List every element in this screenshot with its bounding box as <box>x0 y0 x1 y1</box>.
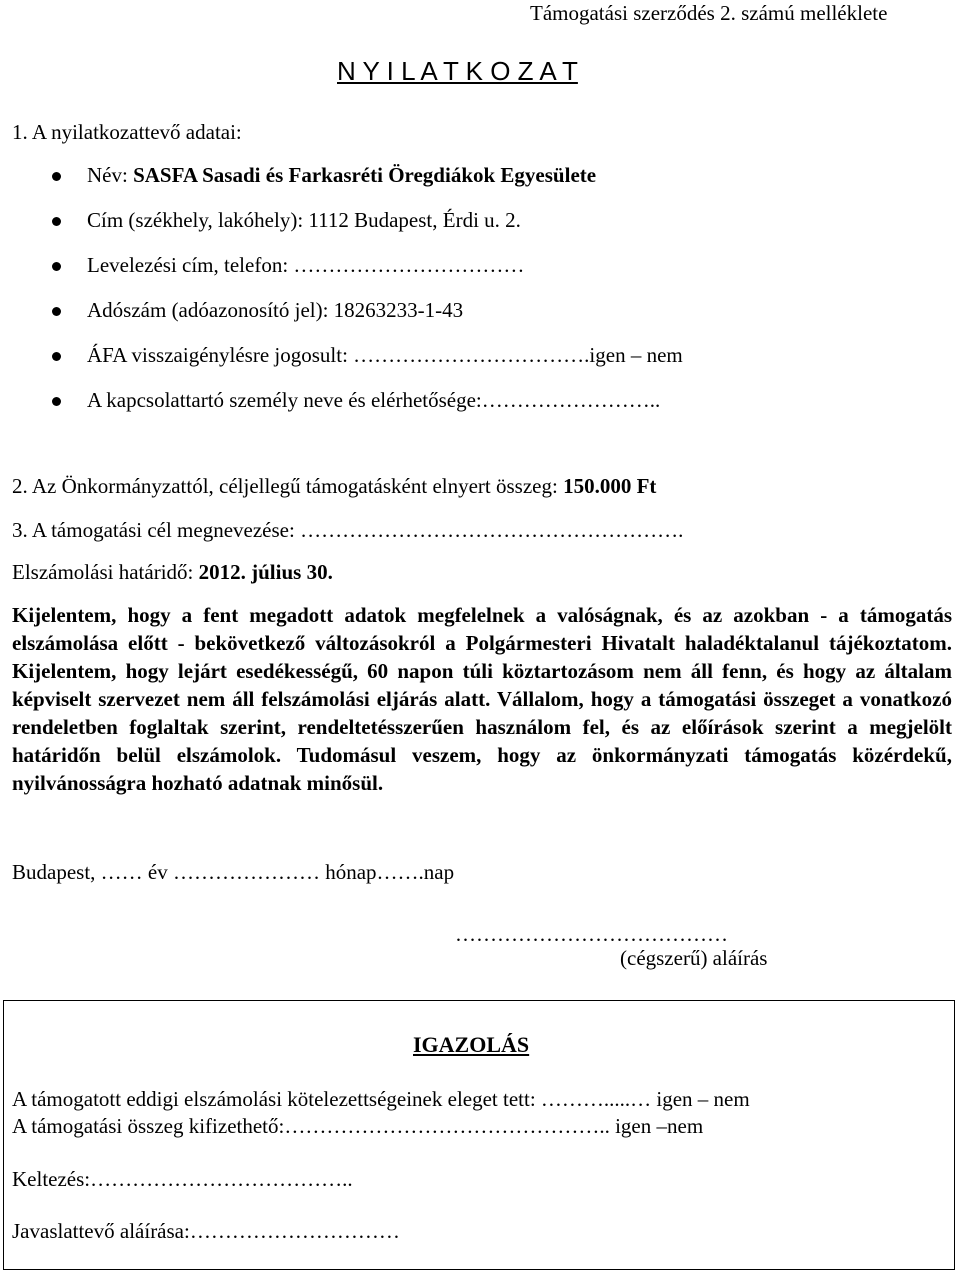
subsidy-purpose-line: 3. A támogatási cél megnevezése: ………………………………………………. <box>12 518 684 542</box>
bullet-icon <box>52 397 61 406</box>
document-title: N Y I L A T K O Z A T <box>337 56 578 86</box>
certification-date-line: Keltezés:……………………………….. <box>12 1167 353 1191</box>
signature-dots: ………………………………… <box>455 922 728 946</box>
contact-line: A kapcsolattartó személy neve és elérhetősége:…………………….. <box>87 388 661 412</box>
settlement-deadline-label: Elszámolási határidő: <box>12 560 194 584</box>
certification-title: IGAZOLÁS <box>413 1032 530 1057</box>
name-label: Név: <box>87 163 128 187</box>
bullet-icon <box>52 217 61 226</box>
proposer-signature-line: Javaslattevő aláírása:………………………… <box>12 1219 400 1243</box>
bullet-icon <box>52 352 61 361</box>
tax-id-line: Adószám (adóazonosító jel): 18263233-1-43 <box>87 298 464 322</box>
address-line: Cím (székhely, lakóhely): 1112 Budapest, Érdi u. 2. <box>87 208 521 232</box>
section1-heading: 1. A nyilatkozattevő adatai: <box>12 120 242 144</box>
name-value: SASFA Sasadi és Farkasréti Öregdiákok Egyesülete <box>133 163 597 187</box>
subsidy-amount-label: 2. Az Önkormányzattól, céljellegű támogatásként elnyert összeg: <box>12 474 558 498</box>
declaration-paragraph: Kijelentem, hogy a fent megadott adatok megfelelnek a valóságnak, és az azokban - a támogatás elszámolása előtt - bekövetkező változásokról a Polgármesteri Hivatalt haladéktalanul tájékoztatom. Kijelentem, hogy lejárt esedékességű, 60 napon túli köztartozásom nem áll fenn, és hogy az általam képviselt szervezet nem áll felszámolási eljárás alatt. Vállalom, hogy a támogatási összeget a vonatkozó rendeletben foglaltak szerint, rendeltetésszerűen használom fel, és az előírások szerint a megjelölt határidőn belül elszámolok. Tudomásul veszem, hogy az önkormányzati támogatás közérdekű, nyilvánosságra hozható adatnak minősül. <box>12 603 952 795</box>
certification-payable-line: A támogatási összeg kifizethető:……………………………………….. igen –nem <box>12 1114 704 1138</box>
settlement-deadline-value: 2012. július 30. <box>198 560 333 584</box>
certification-obligations-line: A támogatott eddigi elszámolási kötelezettségeinek eleget tett: ……….....… igen – nem <box>12 1087 750 1111</box>
place-date-line: Budapest, …… év ………………… hónap…….nap <box>12 860 455 884</box>
settlement-deadline-line <box>12 560 333 584</box>
bullet-icon <box>52 262 61 271</box>
bullet-icon <box>52 172 61 181</box>
subsidy-amount-line <box>12 474 656 498</box>
signature-label: (cégszerű) aláírás <box>620 946 768 970</box>
bullet-icon <box>52 307 61 316</box>
certification-box <box>3 1000 955 1270</box>
attachment-label: Támogatási szerződés 2. számú melléklete <box>530 1 888 25</box>
name-line <box>87 163 596 187</box>
subsidy-amount-value: 150.000 Ft <box>563 474 657 498</box>
vat-line: ÁFA visszaigénylésre jogosult: …………………………….igen – nem <box>87 343 683 367</box>
mailing-line: Levelezési cím, telefon: …………………………… <box>87 253 525 277</box>
